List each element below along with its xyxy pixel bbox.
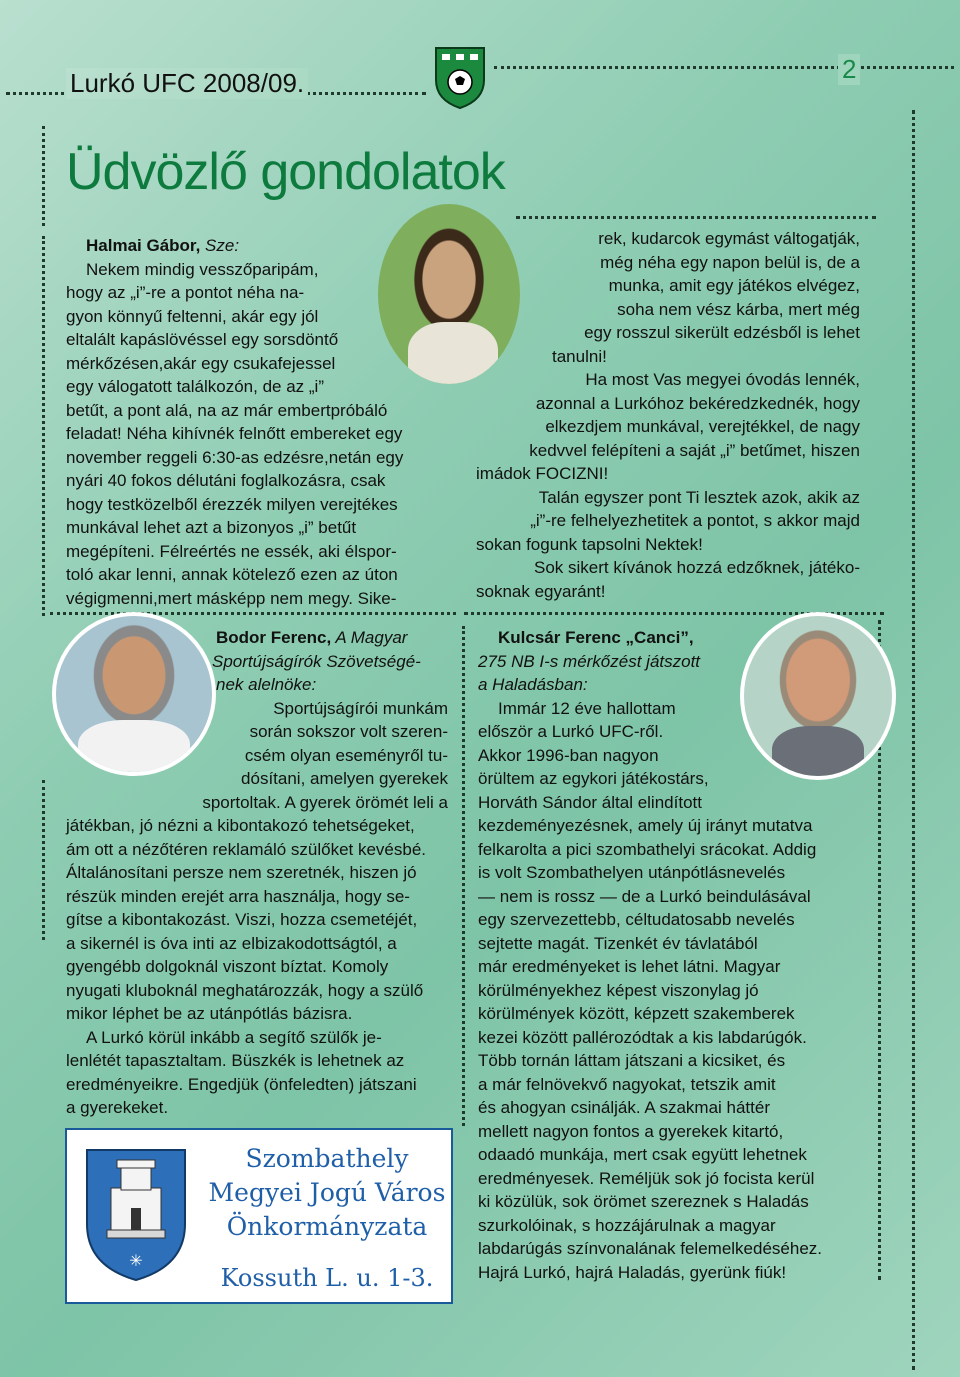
text-line: sokan fogunk tapsolni Nektek!: [476, 534, 703, 554]
text-line: soha nem vész kárba, mert még: [617, 299, 860, 319]
text-line: játékban, jó nézni a kibontakozó tehetségeket,: [66, 816, 415, 835]
right-dotted-border: [912, 110, 918, 1370]
text-line: végigmenni,mert másképp nem megy. Sike-: [66, 588, 397, 608]
article1-dots: [42, 236, 45, 616]
text-line: soknak egyaránt!: [476, 581, 606, 601]
text-line: munka, amit egy játékos elvégez,: [608, 276, 860, 295]
text-line: is volt Szombathelyen utánpótlásnevelés: [478, 863, 786, 882]
text-line: nyugati kluboknál meghatározzák, hogy a szülő: [66, 980, 424, 1000]
text-line: november reggeli 6:30-as edzésre,netán egy: [66, 447, 404, 467]
text-line: „i”-re felhelyezhetitek a pontot, s akkor majd: [530, 511, 860, 530]
text-line: körülményekhez képest viszonylag jó: [478, 980, 759, 1000]
author-kulcsar-role: 275 NB I-s mérkőzést játszott: [478, 651, 701, 671]
svg-text:✳: ✳: [129, 1251, 143, 1270]
club-logo: [432, 46, 488, 110]
text-line: során sokszor volt szeren-: [249, 722, 448, 741]
text-line: labdarúgás színvonalának felemelkedéséhez.: [478, 1239, 823, 1258]
text-line: kezei között pallérozódtak a kis labdarúgók.: [478, 1027, 807, 1047]
text-line: — nem is rossz — de a Lurkó beindulásával: [478, 886, 811, 906]
text-line: még néha egy napon belül is, de a: [600, 252, 860, 272]
column-divider-dots: [462, 626, 465, 1126]
text-line: körülmények között, képzett szakemberek: [478, 1004, 795, 1023]
text-line: Sportújságírói munkám: [273, 698, 448, 718]
sponsor-line: Megyei Jogú Város: [208, 1178, 446, 1207]
text-line: már eredményeket is lehet látni. Magyar: [478, 957, 781, 976]
sponsor-line: Szombathely: [245, 1144, 409, 1173]
text-line: hogy testközelből érezzék milyen verejtékes: [66, 494, 398, 514]
text-line: Ha most Vas megyei óvodás lennék,: [585, 370, 860, 389]
text-line: ám ott a nézőtéren reklamáló szülőket kevésbé.: [66, 839, 427, 859]
article1-column-left: [66, 234, 448, 610]
text-line: eredményesek. Reméljük sok jó focista kerül: [478, 1168, 815, 1188]
text-line: kedvvel felépíteni a saját „i” betűmet, hiszen: [529, 440, 860, 460]
text-line: A Lurkó körül inkább a segítő szülők je-: [86, 1027, 382, 1047]
article1-top-dots: [516, 216, 876, 219]
text-line: dósítani, amelyen gyerekek: [241, 769, 448, 788]
text-line: sportoltak. A gyerek örömét leli a: [202, 792, 448, 812]
text-line: odaadó munkája, mert csak együtt lehetnek: [478, 1145, 807, 1164]
sponsor-address: Kossuth L. u. 1-3.: [220, 1264, 434, 1292]
text-line: eltalált kapáslövéssel egy sorsdöntő: [66, 330, 339, 349]
article2-column: [66, 626, 448, 1120]
text-line: hogy az „i”-re a pontot néha na-: [66, 283, 305, 302]
text-line: és ahogyan csinálják. A szakmai háttér: [478, 1098, 770, 1117]
text-line: megépíteni. Félreértés ne essék, aki élspor-: [66, 541, 397, 561]
text-line: gyon könnyű feltenni, akár egy jól: [66, 306, 319, 326]
text-line: mérkőzésen,akár egy csukafejessel: [66, 353, 336, 373]
text-line: imádok FOCIZNI!: [476, 464, 609, 483]
author-kulcsar-name: Kulcsár Ferenc „Canci”,: [498, 628, 694, 647]
text-line: Talán egyszer pont Ti lesztek azok, akik az: [538, 487, 860, 507]
text-line: Több tornán láttam játszani a kicsiket, és: [478, 1051, 786, 1070]
text-line: Akkor 1996-ban nagyon: [478, 745, 659, 765]
text-line: rek, kudarcok egymást váltogatják,: [598, 229, 860, 248]
text-line: egy rosszul sikerült edzésből is lehet: [584, 323, 860, 342]
coat-of-arms: [81, 1144, 191, 1284]
article3-column: [478, 626, 858, 1284]
text-line: sejtette magát. Tizenkét év távlatából: [478, 933, 758, 953]
sponsor-line: Önkormányzata: [226, 1212, 428, 1241]
text-line: a gyerekeket.: [66, 1098, 169, 1117]
text-line: nyári 40 fokos délutáni foglalkozásra, csak: [66, 471, 386, 490]
text-line: elkezdjem munkával, verejtékkel, de nagy: [545, 417, 860, 436]
text-line: részük minden erejét arra használja, hogy se-: [66, 886, 410, 906]
author-bodor-role: Sportújságírók Szövetségé-: [212, 651, 421, 671]
text-line: Általánosítani persze nem szeretnék, hiszen jó: [66, 863, 417, 882]
text-line: ki közülük, sok örömet szereznek s Haladás: [478, 1192, 809, 1211]
text-line: egy szervezettebb, céltudatosabb nevelés: [478, 910, 795, 929]
text-line: betűt, a pont alá, na az már embertpróbáló: [66, 400, 388, 420]
text-line: felkarolta a pici szombathelyi srácokat. Addig: [478, 839, 817, 859]
author-halmai-role: Sze:: [200, 236, 240, 255]
text-line: örültem az egykori játékostárs,: [478, 769, 709, 788]
author-bodor-role: A Magyar: [331, 628, 408, 647]
article1-column-right: [476, 227, 860, 603]
text-line: munkával lehet azt a bizonyos „i” betűt: [66, 518, 357, 537]
title-dots: [42, 126, 45, 226]
text-line: gyengébb dolgoknál viszont bíztat. Komoly: [66, 957, 389, 976]
sponsor-name: [207, 1142, 447, 1244]
text-line: a sikernél is óva inti az elbizakodottságtól, a: [66, 933, 397, 953]
text-line: először a Lurkó UFC-ről.: [478, 722, 664, 741]
author-bodor-role: nek alelnöke:: [216, 675, 317, 694]
text-line: feladat! Néha kihívnék felnőtt embereket egy: [66, 424, 403, 443]
text-line: Immár 12 éve hallottam: [498, 698, 676, 718]
text-line: csém olyan eseményről tu-: [244, 745, 448, 765]
text-line: egy válogatott találkozón, de az „i”: [66, 377, 324, 396]
author-kulcsar-role: a Haladásban:: [478, 675, 588, 694]
text-line: Sok sikert kívánok hozzá edzőknek, játéko-: [534, 558, 860, 577]
header-title: Lurkó UFC 2008/09.: [66, 68, 308, 99]
page-number: 2: [838, 54, 860, 85]
text-line: kezdeményezésnek, amely új irányt mutatva: [478, 816, 813, 835]
text-line: tanulni!: [552, 346, 607, 366]
header-dots-right: [494, 66, 954, 69]
author-bodor-name: Bodor Ferenc,: [216, 628, 332, 647]
page-title: Üdvözlő gondolatok: [66, 143, 505, 201]
text-line: gítse a kibontakozást. Viszi, hozza csemetéjét,: [66, 910, 418, 929]
text-line: Horváth Sándor által elindított: [478, 792, 702, 812]
text-line: eredményeikre. Engedjük (önfeledten) játszani: [66, 1074, 417, 1094]
article2-dots: [42, 780, 45, 940]
sponsor-box: [65, 1128, 453, 1304]
text-line: mikor léphet be az utánpótlás bázisra.: [66, 1004, 353, 1023]
text-line: Nekem mindig vesszőparipám,: [86, 259, 319, 279]
text-line: azonnal a Lurkóhoz bekéredzkednék, hogy: [535, 393, 860, 413]
text-line: mellett nagyon fontos a gyerekek kitartó,: [478, 1121, 784, 1141]
author-halmai-name: Halmai Gábor,: [86, 236, 201, 255]
text-line: lenlétét tapasztaltam. Büszkék is lehetnek az: [66, 1051, 405, 1070]
text-line: a már felnövekvő nagyokat, tetszik amit: [478, 1074, 776, 1094]
text-line: szurkolóinak, s hozzájárulnak a magyar: [478, 1215, 776, 1235]
text-line: toló akar lenni, annak kötelező ezen az úton: [66, 565, 398, 584]
text-line: Hajrá Lurkó, hajrá Haladás, gyerünk fiúk!: [478, 1262, 787, 1282]
